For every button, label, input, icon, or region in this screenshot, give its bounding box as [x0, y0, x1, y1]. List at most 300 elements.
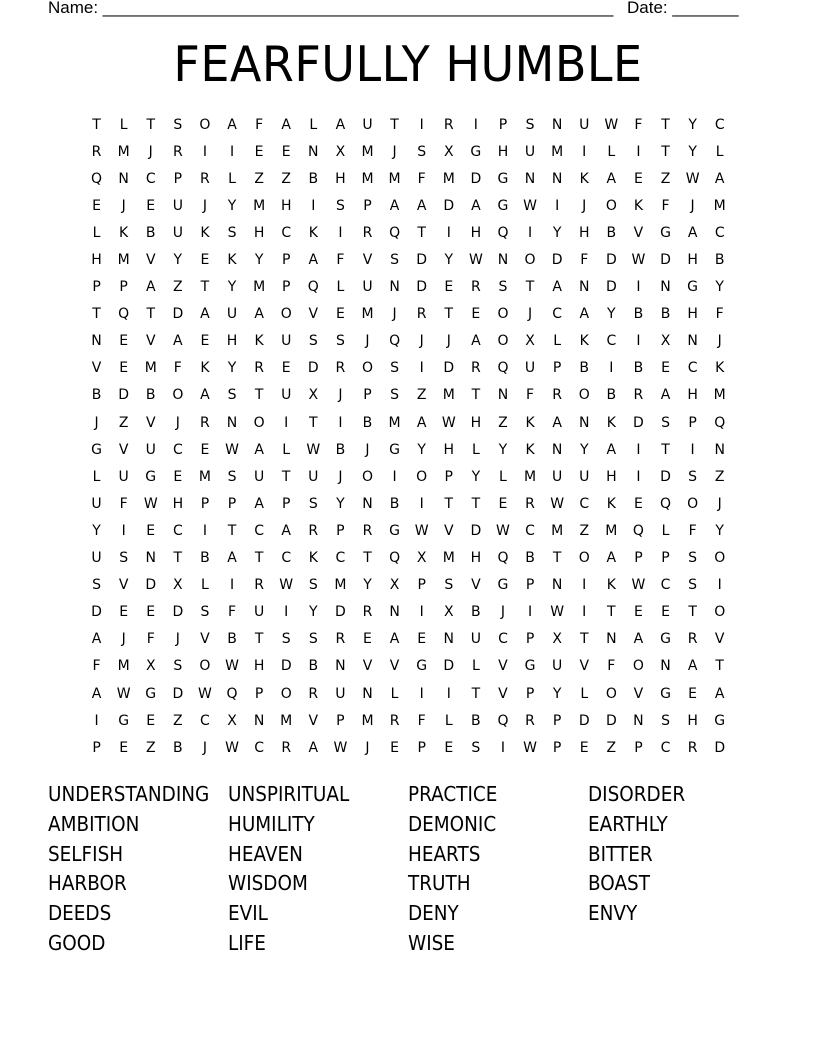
- word-list-item: PRACTICE: [408, 782, 498, 806]
- grid-letter: T: [471, 685, 481, 702]
- grid-letter: N: [660, 279, 671, 296]
- grid-letter: Q: [497, 550, 509, 567]
- grid-letter: U: [253, 468, 265, 485]
- grid-letter: E: [633, 170, 643, 187]
- grid-letter: X: [145, 658, 156, 675]
- grid-letter: C: [145, 170, 156, 187]
- grid-letter: O: [524, 252, 536, 269]
- grid-letter: W: [441, 414, 456, 431]
- grid-letter: T: [390, 116, 399, 133]
- grid-letter: K: [227, 252, 237, 269]
- grid-letter: I: [446, 224, 451, 241]
- grid-letter: I: [527, 604, 533, 621]
- word-list-item: TRUTH: [408, 871, 471, 896]
- grid-letter: A: [552, 414, 562, 431]
- grid-letter: C: [579, 495, 590, 512]
- grid-letter: F: [526, 387, 535, 404]
- grid-letter: E: [579, 739, 589, 756]
- grid-letter: R: [525, 712, 535, 729]
- grid-letter: I: [717, 577, 722, 594]
- grid-letter: J: [365, 441, 370, 458]
- grid-letter: E: [200, 252, 210, 269]
- grid-letter: R: [308, 522, 319, 539]
- grid-letter: P: [417, 577, 426, 594]
- grid-letter: D: [145, 577, 157, 594]
- grid-letter: N: [578, 279, 590, 296]
- grid-letter: I: [473, 116, 478, 133]
- grid-letter: P: [417, 739, 426, 756]
- grid-letter: E: [444, 279, 454, 296]
- grid-letter: R: [687, 739, 698, 756]
- grid-letter: Y: [363, 577, 372, 594]
- grid-letter: A: [200, 306, 210, 323]
- grid-letter: Q: [118, 306, 130, 323]
- word-list-item: DEEDS: [48, 901, 112, 926]
- grid-letter: I: [284, 604, 289, 621]
- grid-letter: M: [280, 712, 293, 729]
- grid-letter: A: [389, 631, 400, 648]
- grid-letter: M: [442, 387, 455, 404]
- grid-letter: T: [227, 522, 237, 539]
- grid-letter: O: [416, 468, 428, 485]
- grid-letter: M: [253, 197, 266, 214]
- grid-letter: H: [172, 495, 184, 512]
- grid-letter: R: [687, 631, 698, 648]
- grid-letter: S: [471, 739, 481, 756]
- grid-letter: L: [201, 577, 209, 594]
- grid-letter: G: [91, 441, 102, 458]
- grid-letter: H: [253, 658, 265, 675]
- word-list-item: ENVY: [588, 901, 638, 926]
- grid-letter: W: [685, 170, 700, 187]
- grid-letter: J: [582, 197, 587, 214]
- grid-letter: S: [390, 387, 400, 404]
- grid-letter: D: [470, 170, 482, 187]
- grid-letter: G: [497, 197, 509, 214]
- grid-letter: V: [145, 333, 156, 350]
- grid-letter: B: [471, 604, 481, 621]
- grid-letter: J: [175, 414, 180, 431]
- grid-letter: G: [389, 441, 400, 458]
- grid-letter: A: [687, 224, 698, 241]
- grid-letter: B: [227, 631, 237, 648]
- grid-letter: K: [525, 414, 535, 431]
- grid-letter: L: [309, 116, 318, 133]
- grid-letter: N: [308, 143, 319, 160]
- grid-letter: O: [199, 658, 211, 675]
- grid-letter: M: [388, 170, 401, 187]
- word-list-item: BOAST: [588, 871, 650, 896]
- grid-letter: D: [443, 658, 455, 675]
- grid-letter: M: [524, 468, 537, 485]
- grid-letter: K: [200, 224, 210, 241]
- grid-letter: W: [225, 739, 239, 756]
- grid-letter: D: [605, 279, 617, 296]
- grid-letter: S: [173, 116, 183, 133]
- grid-letter: X: [227, 712, 237, 729]
- grid-letter: N: [145, 550, 156, 567]
- grid-letter: A: [308, 252, 319, 269]
- grid-letter: M: [361, 306, 374, 323]
- grid-letter: P: [525, 685, 535, 702]
- grid-letter: K: [308, 224, 318, 241]
- word-list-item: UNDERSTANDING: [48, 782, 210, 806]
- grid-letter: U: [524, 360, 536, 377]
- grid-letter: P: [281, 252, 291, 269]
- grid-letter: Z: [416, 387, 427, 404]
- grid-letter: F: [92, 658, 101, 675]
- grid-letter: Z: [606, 739, 617, 756]
- grid-letter: C: [606, 333, 617, 350]
- grid-letter: Z: [254, 170, 264, 187]
- grid-letter: X: [416, 550, 427, 567]
- grid-letter: I: [419, 604, 424, 621]
- grid-row: [83, 545, 743, 572]
- grid-letter: T: [363, 550, 372, 567]
- grid-letter: A: [660, 387, 671, 404]
- grid-letter: C: [254, 522, 264, 539]
- grid-letter: J: [500, 604, 506, 621]
- grid-letter: N: [524, 170, 536, 187]
- grid-letter: T: [607, 604, 616, 621]
- grid-letter: W: [523, 197, 537, 214]
- grid-letter: N: [389, 279, 400, 296]
- grid-letter: M: [361, 712, 374, 729]
- grid-letter: N: [578, 414, 590, 431]
- grid-letter: Y: [417, 441, 426, 458]
- grid-letter: W: [306, 441, 321, 458]
- grid-letter: I: [636, 333, 641, 350]
- grid-letter: O: [497, 306, 509, 323]
- grid-letter: V: [145, 252, 156, 269]
- grid-letter: B: [308, 658, 319, 675]
- grid-letter: D: [172, 604, 184, 621]
- grid-letter: B: [633, 360, 644, 377]
- grid-letter: P: [254, 685, 264, 702]
- grid-letter: W: [631, 577, 646, 594]
- grid-letter: S: [661, 712, 670, 729]
- grid-letter: X: [389, 577, 400, 594]
- grid-letter: R: [470, 279, 481, 296]
- grid-letter: A: [714, 685, 725, 702]
- grid-letter: U: [118, 468, 129, 485]
- grid-letter: W: [225, 658, 239, 675]
- grid-letter: C: [172, 522, 183, 539]
- grid-letter: E: [661, 360, 670, 377]
- grid-letter: O: [632, 658, 644, 675]
- grid-letter: M: [361, 170, 374, 187]
- grid-letter: S: [308, 631, 318, 648]
- grid-letter: P: [92, 739, 101, 756]
- grid-letter: T: [471, 495, 481, 512]
- grid-letter: Y: [715, 279, 724, 296]
- grid-letter: U: [335, 685, 346, 702]
- grid-letter: U: [253, 604, 265, 621]
- grid-letter: Y: [227, 360, 237, 377]
- grid-letter: A: [281, 116, 291, 133]
- word-list-item: DENY: [408, 901, 459, 926]
- grid-letter: C: [200, 712, 210, 729]
- grid-row: [83, 734, 743, 761]
- grid-letter: H: [470, 414, 482, 431]
- grid-letter: H: [687, 306, 698, 323]
- grid-letter: U: [470, 631, 481, 648]
- grid-letter: F: [255, 116, 264, 133]
- grid-letter: L: [92, 468, 101, 485]
- grid-letter: K: [579, 170, 589, 187]
- grid-letter: Q: [497, 360, 509, 377]
- grid-letter: K: [579, 333, 589, 350]
- grid-letter: Q: [389, 333, 401, 350]
- grid-letter: L: [92, 224, 101, 241]
- grid-letter: M: [144, 360, 157, 377]
- grid-letter: R: [443, 116, 454, 133]
- grid-letter: O: [361, 360, 373, 377]
- grid-letter: U: [281, 333, 292, 350]
- grid-letter: B: [335, 441, 346, 458]
- grid-letter: H: [91, 252, 102, 269]
- grid-letter: I: [636, 441, 641, 458]
- grid-letter: O: [361, 468, 373, 485]
- grid-letter: F: [688, 522, 697, 539]
- grid-letter: R: [200, 414, 210, 431]
- grid-letter: E: [335, 306, 345, 323]
- grid-letter: D: [470, 522, 482, 539]
- grid-letter: D: [605, 252, 617, 269]
- grid-letter: M: [713, 387, 726, 404]
- grid-letter: R: [200, 170, 210, 187]
- grid-letter: H: [226, 333, 238, 350]
- grid-letter: Y: [579, 441, 589, 458]
- grid-letter: P: [200, 495, 210, 512]
- grid-letter: D: [551, 252, 563, 269]
- grid-letter: S: [688, 468, 698, 485]
- grid-letter: X: [308, 387, 319, 404]
- grid-letter: L: [661, 522, 670, 539]
- grid-letter: J: [121, 631, 126, 648]
- grid-letter: Y: [715, 522, 724, 539]
- grid-letter: A: [227, 550, 237, 567]
- grid-letter: X: [552, 631, 562, 648]
- grid-letter: Y: [471, 468, 481, 485]
- grid-letter: J: [392, 306, 397, 323]
- grid-letter: U: [362, 279, 373, 296]
- grid-letter: V: [200, 631, 210, 648]
- grid-letter: C: [714, 224, 725, 241]
- grid-letter: C: [525, 522, 535, 539]
- grid-row: [83, 328, 743, 355]
- grid-letter: V: [118, 441, 129, 458]
- word-list-item: HEAVEN: [228, 841, 303, 866]
- grid-letter: O: [253, 414, 265, 431]
- grid-letter: E: [119, 604, 129, 621]
- grid-letter: J: [365, 739, 370, 756]
- grid-letter: O: [714, 550, 726, 567]
- grid-letter: Y: [336, 495, 345, 512]
- grid-letter: I: [582, 604, 587, 621]
- grid-letter: J: [717, 495, 722, 512]
- grid-letter: I: [636, 468, 641, 485]
- grid-letter: E: [633, 604, 643, 621]
- grid-letter: A: [335, 116, 346, 133]
- grid-letter: M: [551, 143, 564, 160]
- grid-letter: O: [578, 550, 590, 567]
- grid-letter: P: [552, 360, 562, 377]
- grid-letter: S: [688, 550, 698, 567]
- grid-letter: C: [172, 441, 183, 458]
- grid-letter: Z: [173, 279, 183, 296]
- grid-letter: C: [687, 360, 698, 377]
- word-list-item: WISE: [408, 930, 455, 955]
- grid-letter: S: [281, 631, 291, 648]
- grid-letter: Y: [607, 306, 616, 323]
- grid-letter: V: [443, 522, 454, 539]
- grid-letter: E: [173, 468, 183, 485]
- grid-letter: R: [335, 360, 346, 377]
- grid-row: [83, 463, 743, 490]
- grid-letter: H: [687, 252, 698, 269]
- grid-letter: T: [552, 550, 562, 567]
- grid-letter: J: [690, 197, 695, 214]
- grid-letter: Y: [688, 116, 697, 133]
- grid-letter: N: [497, 252, 509, 269]
- grid-letter: W: [143, 495, 158, 512]
- grid-letter: I: [311, 197, 316, 214]
- grid-letter: W: [523, 739, 537, 756]
- grid-letter: L: [580, 685, 589, 702]
- grid-letter: V: [308, 712, 319, 729]
- grid-letter: I: [690, 441, 695, 458]
- grid-letter: U: [362, 116, 373, 133]
- grid-letter: A: [145, 279, 156, 296]
- word-list-item: EARTHLY: [588, 811, 668, 836]
- grid-letter: R: [525, 495, 535, 512]
- grid-letter: E: [146, 712, 156, 729]
- grid-letter: B: [308, 170, 319, 187]
- grid-letter: E: [498, 495, 508, 512]
- grid-letter: N: [551, 441, 563, 458]
- grid-letter: T: [254, 550, 264, 567]
- grid-letter: S: [417, 143, 427, 160]
- grid-letter: D: [335, 604, 346, 621]
- grid-letter: W: [550, 495, 565, 512]
- grid-letter: A: [606, 550, 617, 567]
- grid-letter: H: [470, 224, 482, 241]
- grid-letter: L: [499, 468, 507, 485]
- grid-letter: N: [687, 333, 698, 350]
- grid-letter: K: [200, 360, 210, 377]
- grid-letter: T: [200, 279, 210, 296]
- grid-letter: A: [552, 279, 562, 296]
- grid-letter: X: [525, 333, 535, 350]
- grid-letter: R: [389, 712, 400, 729]
- grid-letter: E: [417, 631, 427, 648]
- grid-letter: K: [606, 495, 616, 512]
- grid-row: [83, 274, 743, 301]
- grid-row: [83, 572, 743, 599]
- grid-letter: G: [118, 712, 130, 729]
- grid-letter: Y: [498, 441, 508, 458]
- grid-letter: S: [335, 333, 345, 350]
- grid-letter: J: [392, 143, 397, 160]
- grid-letter: A: [91, 631, 102, 648]
- grid-letter: Z: [118, 414, 129, 431]
- grid-letter: A: [714, 170, 725, 187]
- grid-letter: R: [254, 577, 264, 594]
- grid-letter: N: [362, 495, 373, 512]
- grid-letter: D: [416, 279, 428, 296]
- grid-letter: G: [714, 712, 726, 729]
- grid-letter: C: [335, 550, 346, 567]
- grid-letter: H: [253, 224, 265, 241]
- grid-letter: U: [308, 468, 319, 485]
- grid-letter: U: [552, 468, 563, 485]
- grid-letter: F: [417, 170, 426, 187]
- grid-letter: F: [227, 604, 237, 621]
- grid-letter: E: [363, 631, 372, 648]
- grid-letter: B: [660, 306, 671, 323]
- grid-letter: V: [91, 360, 102, 377]
- grid-letter: N: [253, 712, 265, 729]
- grid-letter: O: [578, 387, 590, 404]
- grid-letter: O: [497, 333, 509, 350]
- grid-letter: H: [606, 468, 617, 485]
- grid-letter: V: [308, 306, 319, 323]
- date-field: Date: _______: [627, 0, 739, 17]
- grid-row: [83, 436, 743, 463]
- grid-letter: M: [198, 468, 211, 485]
- grid-letter: G: [145, 685, 157, 702]
- grid-letter: N: [714, 441, 725, 458]
- grid-letter: J: [527, 306, 533, 323]
- grid-letter: E: [390, 739, 399, 756]
- grid-letter: D: [416, 252, 428, 269]
- word-list-item: UNSPIRITUAL: [228, 782, 350, 806]
- grid-row: [83, 301, 743, 328]
- page-title: FEARFULLY HUMBLE: [173, 36, 643, 93]
- word-list-item: BITTER: [588, 841, 653, 866]
- grid-letter: B: [145, 387, 156, 404]
- grid-letter: I: [392, 468, 397, 485]
- grid-letter: W: [225, 441, 239, 458]
- grid-letter: T: [688, 604, 697, 621]
- grid-letter: V: [498, 658, 508, 675]
- grid-letter: R: [362, 224, 373, 241]
- grid-letter: U: [579, 468, 590, 485]
- grid-letter: W: [279, 577, 294, 594]
- grid-row: [83, 219, 743, 246]
- grid-letter: T: [444, 306, 454, 323]
- grid-letter: Q: [632, 522, 644, 539]
- grid-row: [83, 707, 743, 734]
- grid-letter: L: [336, 279, 345, 296]
- grid-letter: W: [604, 116, 619, 133]
- grid-letter: J: [94, 414, 99, 431]
- grid-row: [83, 111, 743, 138]
- word-list-item: WISDOM: [228, 871, 308, 896]
- grid-letter: T: [525, 279, 535, 296]
- grid-letter: L: [607, 143, 616, 160]
- grid-letter: S: [525, 116, 535, 133]
- grid-letter: M: [442, 550, 455, 567]
- grid-letter: S: [335, 197, 345, 214]
- grid-letter: K: [715, 360, 725, 377]
- grid-letter: A: [633, 631, 644, 648]
- grid-letter: P: [336, 712, 345, 729]
- grid-letter: Y: [444, 252, 454, 269]
- grid-letter: G: [660, 685, 671, 702]
- grid-letter: I: [338, 224, 343, 241]
